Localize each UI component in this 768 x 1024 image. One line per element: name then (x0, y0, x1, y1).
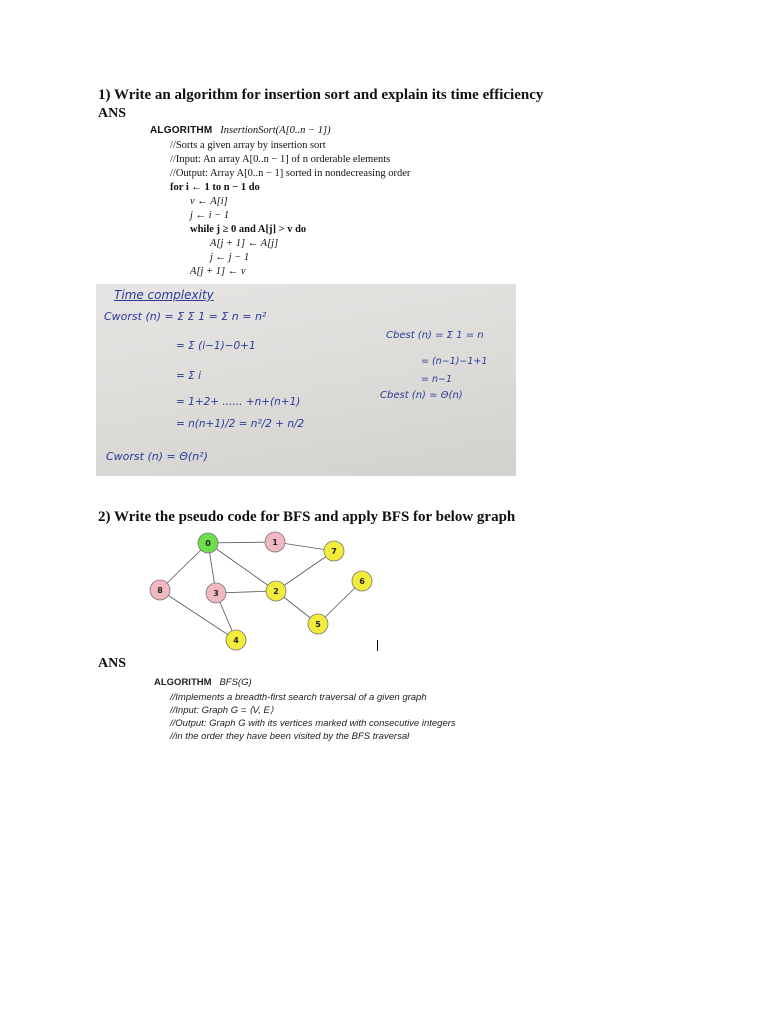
algorithm-keyword: ALGORITHM (150, 125, 213, 136)
handwritten-line: = (n−1)−1+1 (421, 356, 488, 367)
handwritten-line: = Σ (i−1)−0+1 (176, 340, 256, 352)
graph-node-0 (198, 533, 218, 553)
handwritten-time-complexity-photo (96, 284, 516, 476)
algorithm-line: A[j + 1] ← A[j] (210, 238, 279, 249)
graph-node-label: 5 (315, 620, 321, 629)
handwritten-line: = 1+2+ ...... +n+(n+1) (176, 396, 301, 408)
algorithm-header (150, 124, 331, 138)
question-1-title: 1) Write an algorithm for insertion sort and explain its time efficiency (98, 87, 544, 103)
handwritten-line: Cbest (n) = Θ(n) (380, 390, 463, 401)
algorithm-line: while j ≥ 0 and A[j] > v do (190, 224, 307, 235)
bfs-algorithm-line: //Output: Graph G with its vertices marked with consecutive integers (170, 718, 456, 729)
handwritten-line: Cworst (n) = Θ(n²) (106, 450, 208, 463)
graph-node-6 (352, 571, 372, 591)
graph-node-7 (324, 541, 344, 561)
handwritten-heading: Time complexity (114, 288, 214, 302)
graph-node-8 (150, 580, 170, 600)
algorithm-name: InsertionSort(A[0..n − 1]) (220, 125, 331, 136)
algorithm-line: //Output: Array A[0..n − 1] sorted in nondecreasing order (170, 168, 411, 179)
bfs-graph (140, 526, 400, 652)
graph-node-label: 6 (359, 577, 365, 586)
handwritten-line: = n−1 (421, 374, 453, 385)
algorithm-line: //Input: An array A[0..n − 1] of n orderable elements (170, 154, 391, 165)
graph-edge-2-7 (276, 551, 334, 591)
handwritten-line: Cworst (n) = Σ Σ 1 = Σ n = n² (104, 310, 267, 323)
handwritten-line: Cbest (n) = Σ 1 = n (386, 330, 484, 341)
handwritten-line: = n(n+1)/2 = n²/2 + n/2 (176, 418, 305, 430)
graph-node-4 (226, 630, 246, 650)
graph-node-label: 2 (273, 587, 279, 596)
algorithm-line: j ← i − 1 (190, 210, 230, 221)
graph-node-3 (206, 583, 226, 603)
text-cursor (377, 640, 378, 651)
graph-node-1 (265, 532, 285, 552)
graph-node-label: 0 (205, 539, 211, 548)
insertion-sort-algorithm (150, 124, 530, 284)
graph-node-label: 3 (213, 589, 219, 598)
graph-node-label: 7 (331, 547, 337, 556)
graph-node-label: 1 (272, 538, 278, 547)
bfs-algorithm-name: BFS(G) (219, 677, 252, 688)
bfs-algorithm-line: //in the order they have been visited by the BFS traversal (170, 731, 410, 742)
algorithm-line: A[j + 1] ← v (190, 266, 246, 277)
graph-node-label: 4 (233, 636, 239, 645)
algorithm-line: for i ← 1 to n − 1 do (170, 182, 260, 193)
question-2-title: 2) Write the pseudo code for BFS and apply BFS for below graph (98, 509, 516, 525)
graph-node-2 (266, 581, 286, 601)
bfs-algorithm-keyword: ALGORITHM (154, 677, 212, 688)
algorithm-line: v ← A[i] (190, 196, 228, 207)
question-1-answer-label: ANS (98, 106, 127, 121)
question-2-answer-label: ANS (98, 656, 127, 671)
algorithm-line: j ← j − 1 (210, 252, 250, 263)
graph-node-label: 8 (157, 586, 163, 595)
handwritten-line: = Σ i (176, 370, 202, 382)
algorithm-line: //Sorts a given array by insertion sort (170, 140, 326, 151)
bfs-algorithm-header (154, 677, 252, 688)
graph-node-5 (308, 614, 328, 634)
bfs-algorithm (154, 677, 574, 747)
bfs-algorithm-line: //Implements a breadth-first search traversal of a given graph (170, 692, 427, 703)
bfs-algorithm-line: //Input: Graph G = ⟨V, E⟩ (170, 705, 274, 716)
